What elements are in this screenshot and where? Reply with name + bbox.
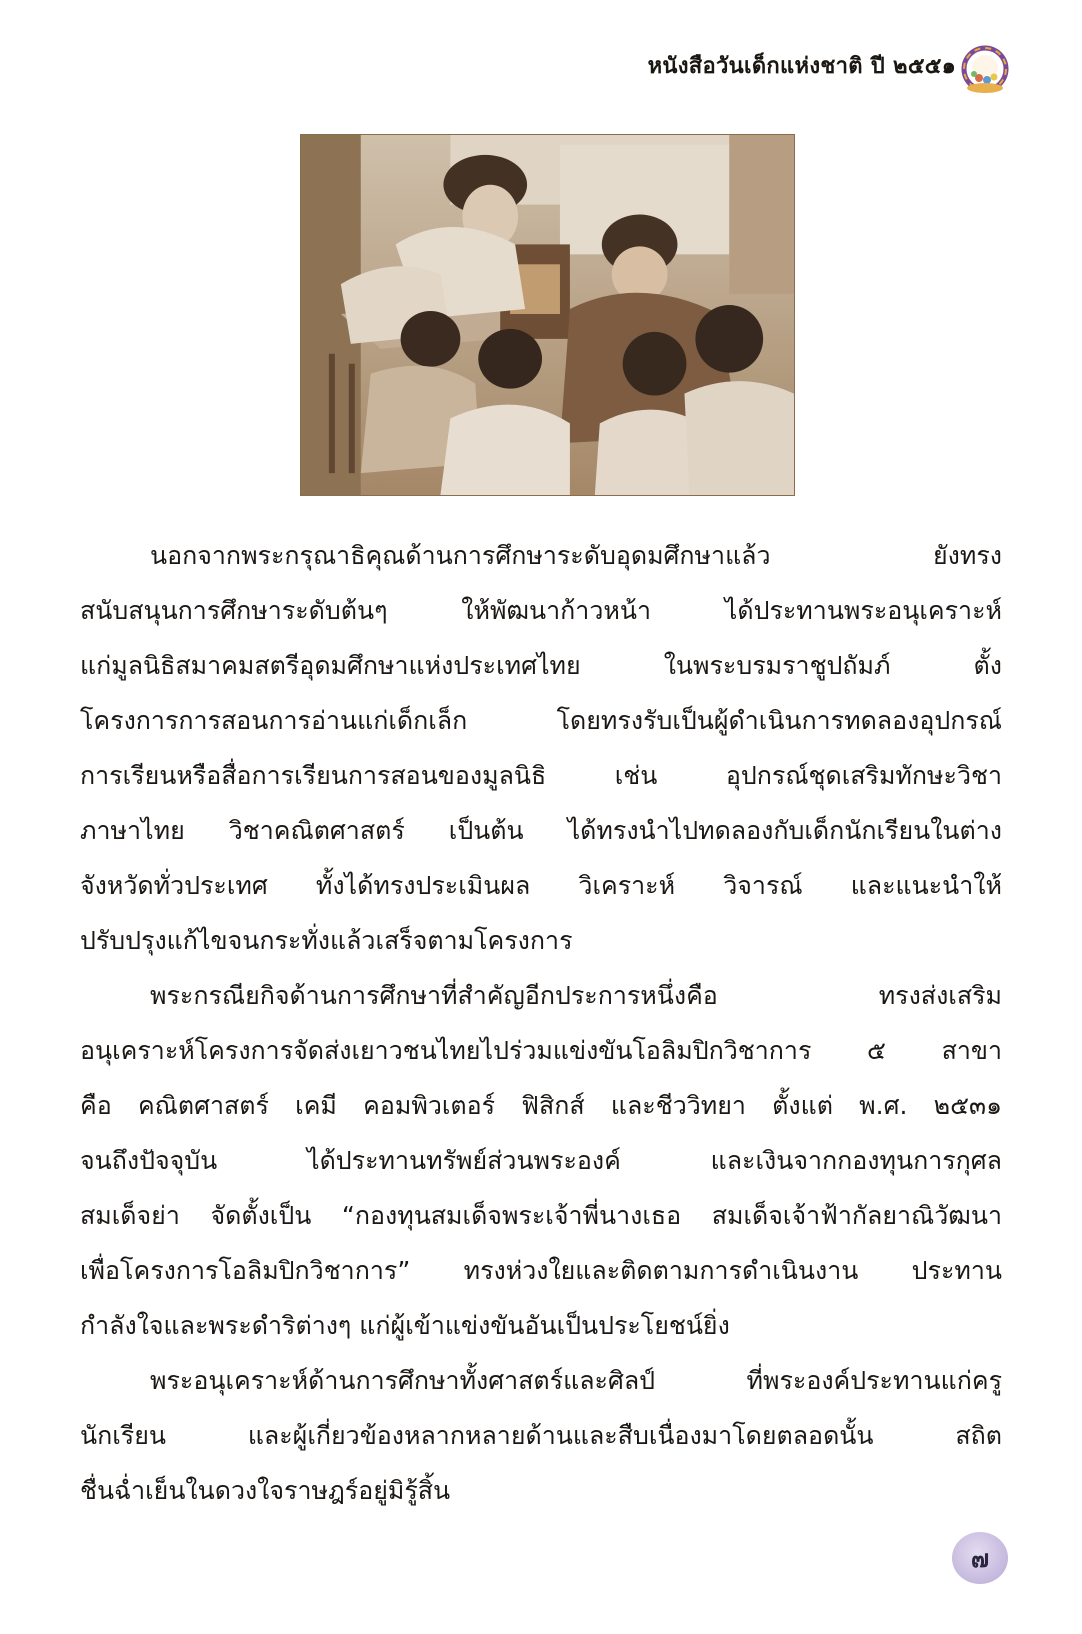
text-line: ภาษาไทย วิชาคณิตศาสตร์ เป็นต้น ได้ทรงนำไปทดลองกับเด็กนักเรียนในต่าง: [80, 816, 1002, 845]
text-line: นักเรียน และผู้เกี่ยวข้องหลากหลายด้านและสืบเนื่องมาโดยตลอดนั้น สถิต: [80, 1421, 1002, 1450]
text-line: แก่มูลนิธิสมาคมสตรีอุดมศึกษาแห่งประเทศไทย ในพระบรมราชูปถัมภ์ ตั้ง: [80, 651, 1002, 680]
text-line: ชื่นฉ่ำเย็นในดวงใจราษฎร์อยู่มิรู้สิ้น: [80, 1476, 451, 1505]
page-number: ๗: [970, 1544, 990, 1573]
text-line: จนถึงปัจจุบัน ได้ประทานทรัพย์ส่วนพระองค์ และเงินจากกองทุนการกุศล: [80, 1146, 1002, 1175]
sepia-photo-teacher-with-children-icon: [301, 135, 794, 495]
text-line: คือ คณิตศาสตร์ เคมี คอมพิวเตอร์ ฟิสิกส์ และชีววิทยา ตั้งแต่ พ.ศ. ๒๕๓๑: [80, 1091, 1002, 1120]
text-line: โครงการการสอนการอ่านแก่เด็กเล็ก โดยทรงรับเป็นผู้ดำเนินการทดลองอุปกรณ์: [80, 706, 1002, 735]
text-line: อนุเคราะห์โครงการจัดส่งเยาวชนไทยไปร่วมแข่งขันโอลิมปิกวิชาการ ๕ สาขา: [80, 1036, 1002, 1065]
historical-photo: [300, 134, 795, 496]
text-line: จังหวัดทั่วประเทศ ทั้งได้ทรงประเมินผล วิเคราะห์ วิจารณ์ และแนะนำให้: [80, 871, 1002, 900]
text-line: สมเด็จย่า จัดตั้งเป็น “กองทุนสมเด็จพระเจ้าพี่นางเธอ สมเด็จเจ้าฟ้ากัลยาณิวัฒนา: [80, 1201, 1002, 1230]
text-line: เพื่อโครงการโอลิมปิกวิชาการ” ทรงห่วงใยและติดตามการดำเนินงาน ประทาน: [80, 1256, 1002, 1285]
text-line: การเรียนหรือสื่อการเรียนการสอนของมูลนิธิ เช่น อุปกรณ์ชุดเสริมทักษะวิชา: [80, 761, 1002, 790]
page-number-badge: [952, 1532, 1008, 1584]
paragraph-1: [80, 528, 1002, 968]
body-text: [80, 528, 1002, 1518]
text-line: สนับสนุนการศึกษาระดับต้นๆ ให้พัฒนาก้าวหน้า ได้ประทานพระอนุเคราะห์: [80, 596, 1002, 625]
text-line: กำลังใจและพระดำริต่างๆ แก่ผู้เข้าแข่งขันอันเป็นประโยชน์ยิ่ง: [80, 1311, 730, 1340]
text-line: ปรับปรุงแก้ไขจนกระทั่งแล้วเสร็จตามโครงการ: [80, 926, 573, 955]
children-day-emblem-icon: [960, 44, 1010, 96]
running-header: หนังสือวันเด็กแห่งชาติ ปี ๒๕๕๑: [647, 54, 956, 79]
text-line: พระอนุเคราะห์ด้านการศึกษาทั้งศาสตร์และศิลป์ ที่พระองค์ประทานแก่ครู: [150, 1366, 1002, 1395]
text-line: นอกจากพระกรุณาธิคุณด้านการศึกษาระดับอุดมศึกษาแล้ว ยังทรง: [150, 541, 1002, 570]
paragraph-3: [80, 1353, 1002, 1518]
paragraph-2: [80, 968, 1002, 1353]
text-line: พระกรณียกิจด้านการศึกษาที่สำคัญอีกประการหนึ่งคือ ทรงส่งเสริม: [150, 981, 1002, 1010]
